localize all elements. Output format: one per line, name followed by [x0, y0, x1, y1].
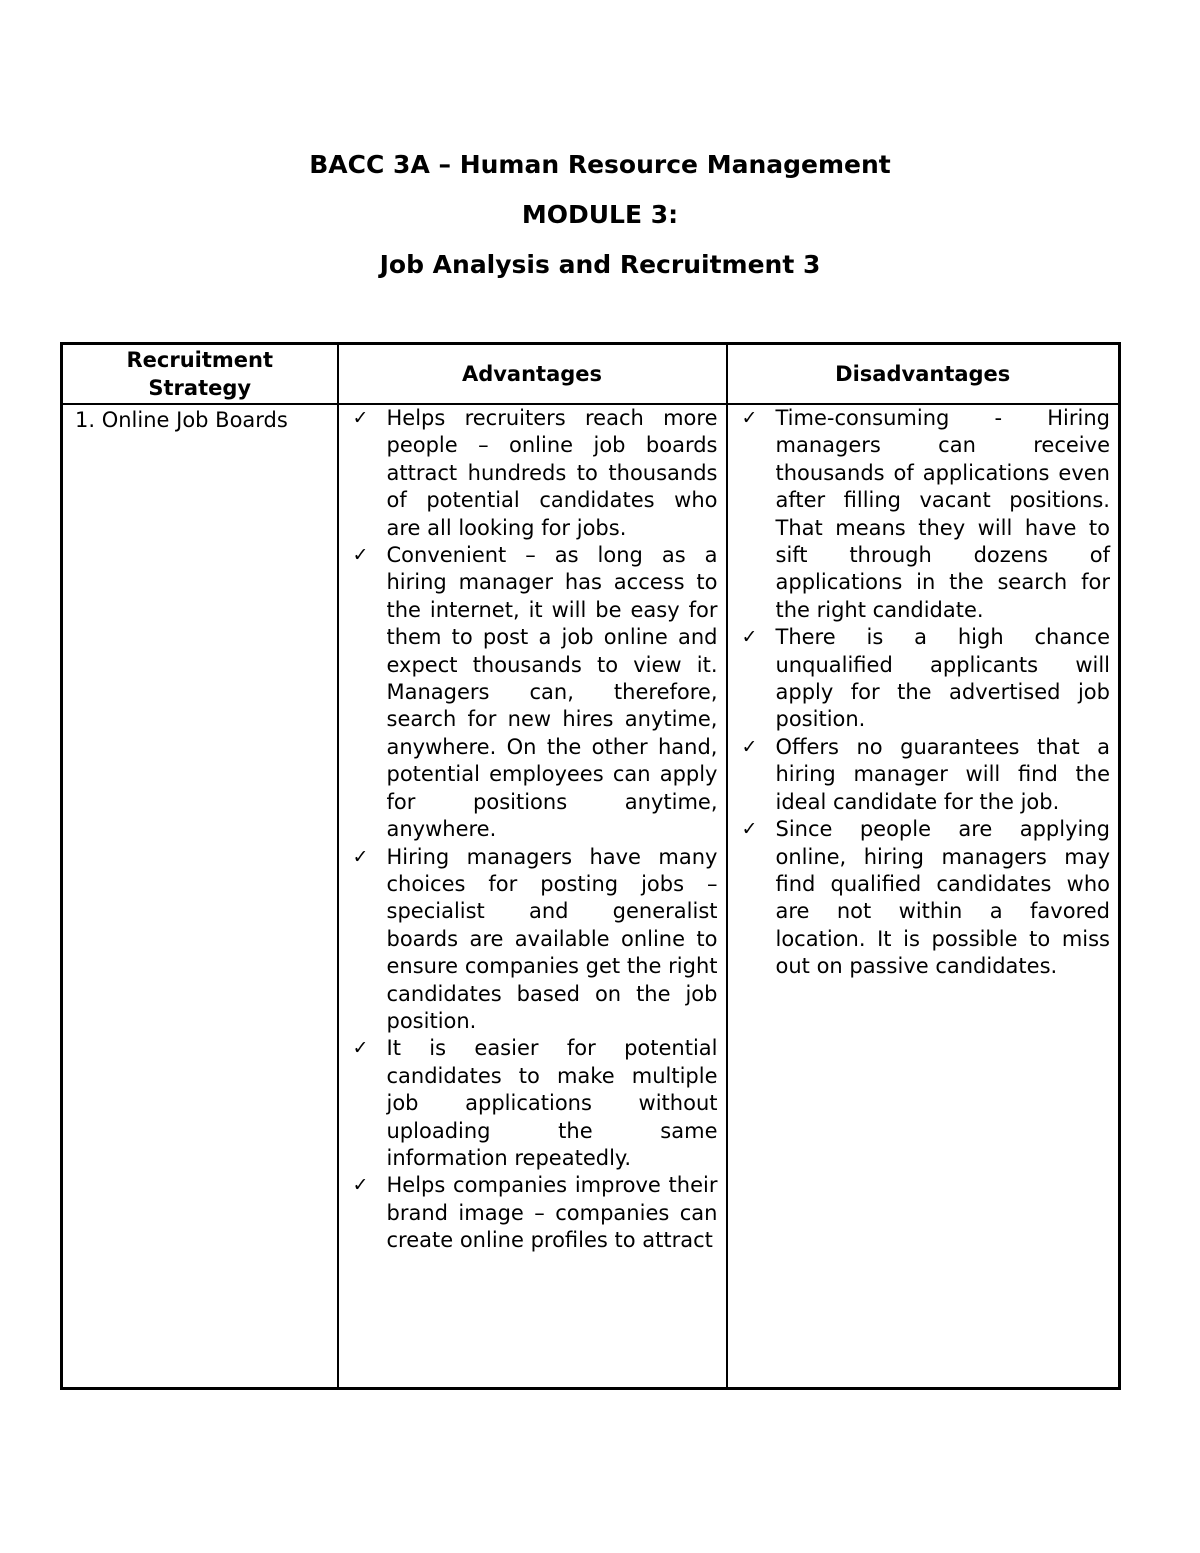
list-item	[349, 844, 718, 1036]
advantage-text: Helps recruiters reach more people – online job boards attract hundreds to thousands of potential candidates who are all looking for jobs.	[386, 406, 718, 540]
recruitment-strategy-table	[60, 342, 1121, 1390]
advantages-clip	[349, 405, 718, 1255]
advantage-text: Hiring managers have many choices for posting jobs – specialist and generalist boards are available online to ensure companies get the right candidates based on the job position.	[386, 844, 718, 1033]
table-header-row	[62, 344, 1120, 405]
disadvantage-text: There is a high chance unqualified applicants will apply for the advertised job position.	[775, 625, 1110, 732]
document-header	[0, 140, 1200, 290]
disadvantages-cell	[727, 404, 1120, 1389]
checkmark-icon: ✓	[352, 845, 369, 868]
disadvantage-text: Since people are applying online, hiring managers may find qualified candidates who are not within a favored location. It is possible to miss out on passive candidates.	[775, 817, 1110, 979]
disadvantages-list	[738, 405, 1111, 981]
column-header-disadvantages: Disadvantages	[727, 344, 1120, 405]
checkmark-icon: ✓	[352, 407, 369, 429]
checkmark-icon: ✓	[352, 1174, 369, 1197]
list-item	[349, 1035, 718, 1172]
column-header-advantages: Advantages	[338, 344, 727, 405]
course-title: BACC 3A – Human Resource Management	[309, 150, 891, 179]
list-item	[349, 1172, 718, 1254]
checkmark-icon: ✓	[352, 1037, 369, 1060]
list-item	[349, 405, 718, 542]
list-item	[738, 624, 1111, 734]
topic-title: Job Analysis and Recruitment 3	[379, 250, 821, 279]
checkmark-icon: ✓	[741, 818, 758, 841]
advantage-text: Convenient – as long as a hiring manager has access to the internet, it will be easy for them to post a job online and expect thousands to view it. Managers can, therefore, search for new hires anytime, anywhere. On the other hand, potential employees can apply for positions anytime, anywhere.	[386, 543, 718, 842]
column-header-strategy: Recruitment Strategy	[62, 344, 338, 405]
checkmark-icon: ✓	[741, 735, 758, 758]
module-title: MODULE 3:	[521, 200, 679, 229]
strategy-cell: 1. Online Job Boards	[62, 404, 338, 1389]
disadvantage-text: Time-consuming - Hiring managers can receive thousands of applications even after filling vacant positions. That means they will have to sift through dozens of applications in the search for the right candidate.	[775, 406, 1110, 622]
advantage-text: It is easier for potential candidates to make multiple job applications without uploading the same information repeatedly.	[386, 1036, 718, 1170]
advantages-cell	[338, 404, 727, 1389]
advantages-list	[349, 405, 718, 1255]
list-item	[738, 734, 1111, 816]
checkmark-icon: ✓	[352, 544, 369, 567]
list-item	[738, 816, 1111, 980]
list-item	[349, 542, 718, 843]
advantage-text: Helps companies improve their brand image – companies can create online profiles to attract	[386, 1173, 718, 1253]
checkmark-icon: ✓	[741, 407, 758, 429]
list-item	[738, 405, 1111, 624]
checkmark-icon: ✓	[741, 626, 758, 649]
table-row	[62, 404, 1120, 1389]
disadvantage-text: Offers no guarantees that a hiring manager will find the ideal candidate for the job.	[775, 734, 1110, 814]
